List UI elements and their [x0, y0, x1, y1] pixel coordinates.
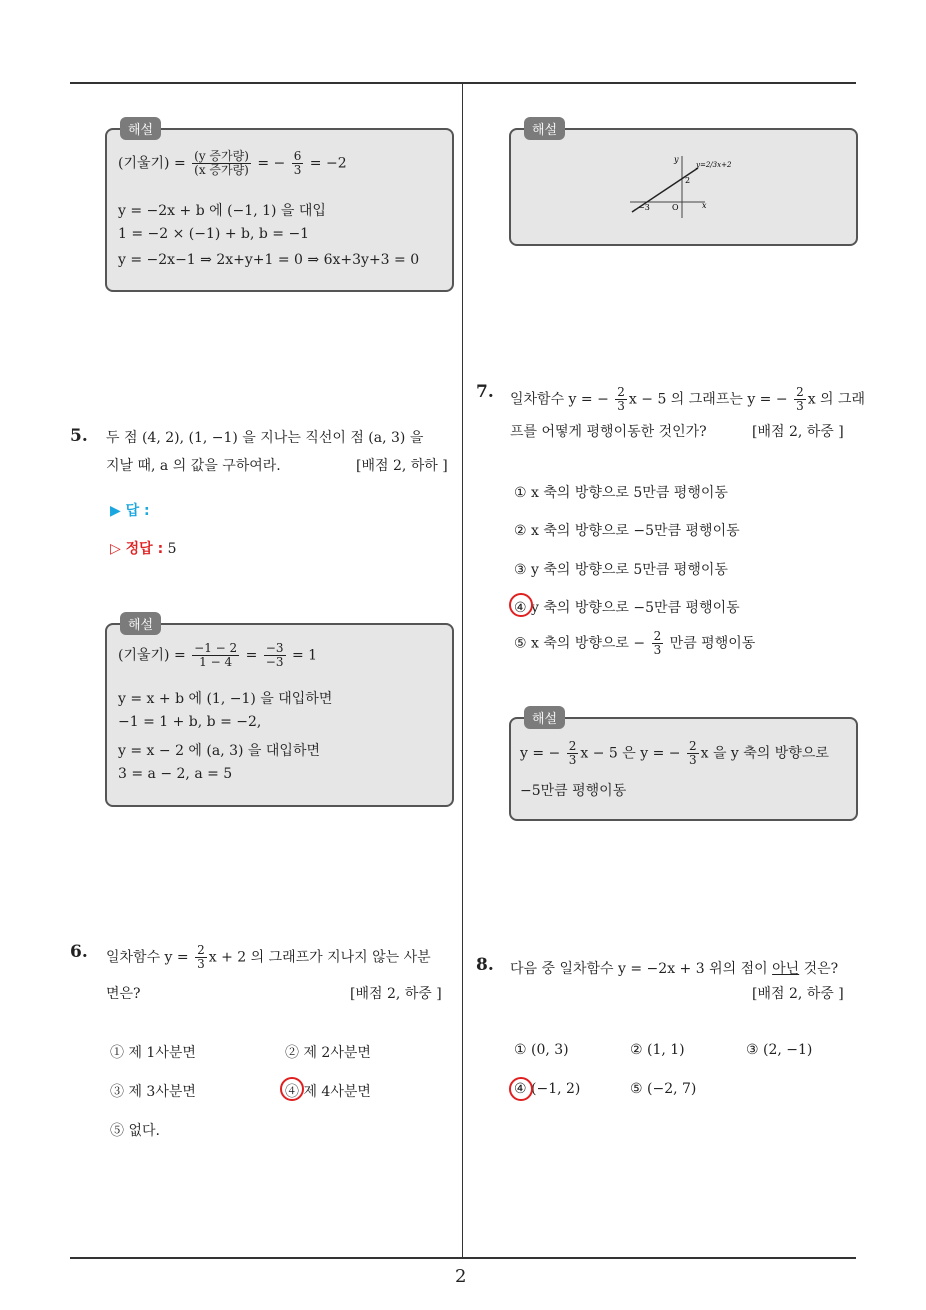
q5-score: [배점 2, 하하 ]: [356, 458, 448, 474]
q5-text-line1: 두 점 (4, 2), (1, −1) 을 지나는 직선이 점 (a, 3) 을: [106, 430, 424, 446]
y-axis-label: y: [674, 155, 679, 164]
q8-option-1[interactable]: ① (0, 3): [514, 1042, 569, 1058]
q5-number: 5.: [70, 426, 88, 446]
page-number: 2: [455, 1266, 467, 1287]
q6-text-line2: 면은?: [106, 986, 141, 1002]
q7-option-3[interactable]: ③ y 축의 방향으로 5만큼 평행이동: [514, 562, 728, 578]
q5-sol-line2: y = x + b 에 (1, −1) 을 대입하면: [118, 691, 333, 707]
linear-graph: [620, 150, 740, 220]
q5-solution-tag: 해설: [120, 612, 161, 635]
q6-text-line1: 일차함수 y = $\frac{2}{3}$ x + 2 의 그래프가 지나지 않는 사분: [106, 943, 431, 971]
q6-option-1[interactable]: ① 제 1사분면: [110, 1045, 196, 1061]
q6-option-4[interactable]: ④ 제 4사분면: [285, 1084, 371, 1100]
q6-number: 6.: [70, 942, 88, 962]
q5-sol-line3: −1 = 1 + b, b = −2,: [118, 714, 262, 730]
bottom-rule: [70, 1257, 856, 1259]
q7-sol-line2: −5만큼 평행이동: [520, 783, 627, 799]
q4-sol-line1: (기울기) = $\frac{\text{(y 증가량)}}{\text{(x 증가량)}}$ = − $\frac{6}{3}$ = −2: [118, 149, 347, 177]
q7-sol-line1: y = − $\frac{2}{3}$ x − 5 은 y = − $\frac{2}{3}$ x 을 y 축의 방향으로: [520, 739, 829, 767]
q7-score: [배점 2, 하중 ]: [752, 424, 844, 440]
q7-option-5[interactable]: ⑤ x 축의 방향으로 − $\frac{2}{3}$ 만큼 평행이동: [514, 629, 756, 657]
x-axis-label: x: [702, 201, 707, 210]
q7-text-line1: 일차함수 y = − $\frac{2}{3}$ x − 5 의 그래프는 y = − $\frac{2}{3}$ x 의 그래: [510, 385, 866, 413]
q8-selected-mark: [509, 1077, 533, 1101]
q7-solution-box: [509, 717, 858, 821]
q4-solution-tag: 해설: [120, 117, 161, 140]
y-tick-label: 2: [685, 176, 691, 185]
column-divider: [462, 83, 463, 1259]
origin-label: O: [672, 203, 679, 212]
q7-option-2[interactable]: ② x 축의 방향으로 −5만큼 평행이동: [514, 523, 740, 539]
q5-answer-label: ▶ 답 :: [110, 503, 150, 519]
q7-solution-tag: 해설: [524, 706, 565, 729]
q5-sol-line1: (기울기) = $\frac{-1 - 2}{1 - 4}$ = $\frac{-3}{-3}$ = 1: [118, 641, 318, 669]
q7-text-line2: 프를 어떻게 평행이동한 것인가?: [510, 424, 707, 440]
q8-score: [배점 2, 하중 ]: [752, 986, 844, 1002]
q5-text-line2: 지날 때, a 의 값을 구하여라.: [106, 458, 281, 474]
q6-option-2[interactable]: ② 제 2사분면: [285, 1045, 371, 1061]
q7-number: 7.: [476, 382, 494, 402]
q5-correct-answer: ▷ 정답 : 5: [110, 541, 177, 557]
q8-option-4[interactable]: ④ (−1, 2): [514, 1081, 581, 1097]
graph-equation: y=2/3x+2: [696, 161, 732, 169]
q8-option-5[interactable]: ⑤ (−2, 7): [630, 1081, 697, 1097]
q8-number: 8.: [476, 955, 494, 975]
q8-option-3[interactable]: ③ (2, −1): [746, 1042, 813, 1058]
q6-option-5[interactable]: ⑤ 없다.: [110, 1123, 160, 1139]
q5-sol-line5: 3 = a − 2, a = 5: [118, 766, 233, 782]
q4-sol-line3: 1 = −2 × (−1) + b, b = −1: [118, 226, 310, 242]
q6-graph-solution-tag: 해설: [524, 117, 565, 140]
q8-option-2[interactable]: ② (1, 1): [630, 1042, 685, 1058]
q4-sol-line2: y = −2x + b 에 (−1, 1) 을 대입: [118, 203, 326, 219]
q8-text-line1: 다음 중 일차함수 y = −2x + 3 위의 점이 아닌 것은?: [510, 961, 839, 977]
q6-score: [배점 2, 하중 ]: [350, 986, 442, 1002]
q7-option-1[interactable]: ① x 축의 방향으로 5만큼 평행이동: [514, 485, 728, 501]
q7-selected-mark: [509, 593, 533, 617]
q4-sol-line4: y = −2x−1 ⇒ 2x+y+1 = 0 ⇒ 6x+3y+3 = 0: [118, 252, 420, 268]
top-rule: [70, 82, 856, 84]
q7-option-4[interactable]: ④ y 축의 방향으로 −5만큼 평행이동: [514, 600, 740, 616]
q5-sol-line4: y = x − 2 에 (a, 3) 을 대입하면: [118, 743, 320, 759]
q6-option-3[interactable]: ③ 제 3사분면: [110, 1084, 196, 1100]
q6-selected-mark: [280, 1077, 304, 1101]
x-tick-label: −3: [638, 203, 650, 212]
